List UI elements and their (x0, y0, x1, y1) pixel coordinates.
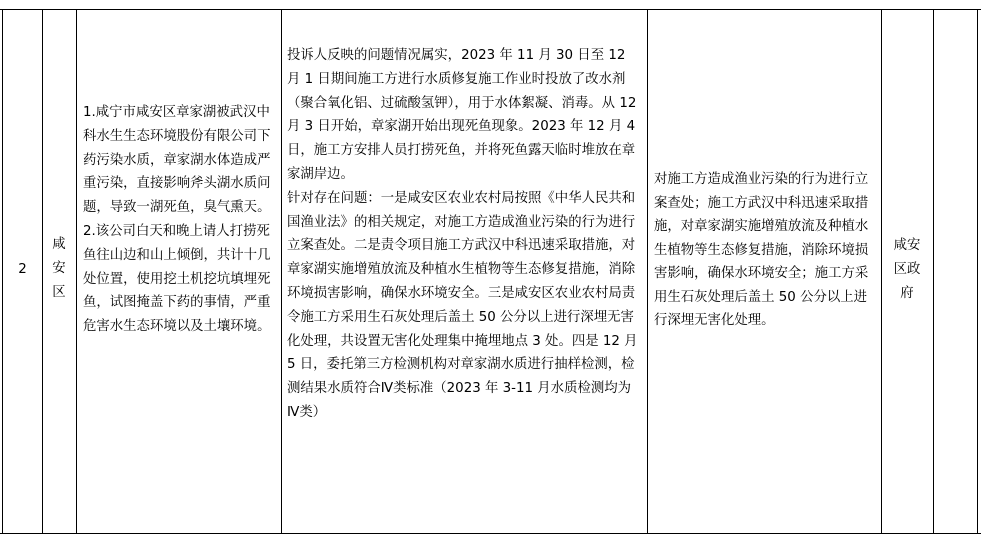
district-cell: 咸安区 (52, 237, 66, 300)
column-divider (42, 10, 43, 534)
column-divider (647, 10, 648, 534)
findings-cell (287, 44, 643, 425)
column-divider (881, 10, 882, 534)
column-divider (977, 10, 978, 534)
column-divider (76, 10, 77, 534)
responsible-unit-cell: 咸安区政府 (893, 238, 921, 301)
complaint-item: 1.咸宁市咸安区章家湖被武汉中科水生生态环境股份有限公司下药污染水质，章家湖水体造成严重污染，直接影响斧头湖水质问题，导致一湖死鱼，臭气熏天。 (83, 105, 271, 216)
complaint-item: 2.该公司白天和晚上请人打捞死鱼往山边和山上倾倒，共计十几处位置，使用挖土机挖坑填埋死鱼，试图掩盖下药的事情，严重危害水生态环境以及土壤环境。 (83, 223, 271, 335)
complaint-cell (83, 101, 279, 339)
handling-cell: 对施工方造成渔业污染的行为进行立案查处；施工方武汉中科迅速采取措施，对章家湖实施增殖放流及种植水生植物等生态修复措施，消除环境损害影响，确保水环境安全；施工方采用生石灰处理后盖土 50 公分以上进行深埋无害化处理。 (654, 172, 869, 328)
findings-paragraph: 投诉人反映的问题情况属实，2023 年 11 月 30 日至 12 月 1 日期间施工方进行水质修复施工作业时投放了改水剂（聚合氧化铝、过硫酸氢钾），用于水体絮凝、消毒。从 12 月 3 日开始，章家湖开始出现死鱼现象。2023 年 12 月 4 日，施工方安排人员打捞死鱼，并将死鱼露天临时堆放在章家湖岸边。 (287, 48, 637, 182)
empty-cell (934, 10, 977, 533)
findings-paragraph: 针对存在问题：一是咸安区农业农村局按照《中华人民共和国渔业法》的相关规定，对施工方造成渔业污染的行为进行立案查处。二是责令项目施工方武汉中科迅速采取措施，对章家湖实施增殖放流及种植水生植物等生态修复措施，消除环境损害影响，确保水环境安全。三是咸安区农业农村局责令施工方采用生石灰处理后盖土 50 公分以上进行深埋无害化处理，共设置无害化处理集中掩埋地点 3 处。四是 12 月 5 日，委托第三方检测机构对章家湖水质进行抽样检测，检测结果水质符合Ⅳ类标准（2023 年 3-11 月水质检测均为Ⅳ类） (287, 190, 638, 420)
table-bottom-border (0, 533, 981, 534)
column-divider (281, 10, 282, 534)
row-index-cell: 2 (18, 262, 27, 277)
table-top-border (0, 9, 981, 10)
